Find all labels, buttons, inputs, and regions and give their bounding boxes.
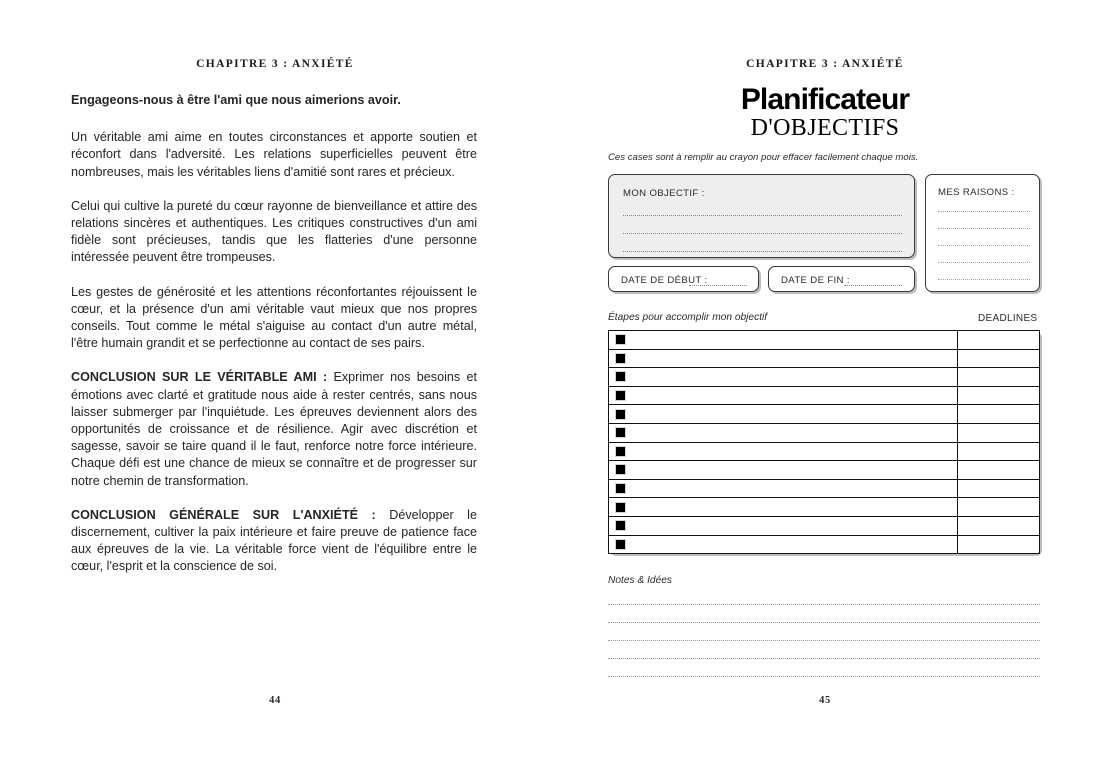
- step-cell[interactable]: [609, 479, 958, 498]
- table-row[interactable]: [609, 386, 1040, 405]
- running-head-left: CHAPITRE 3 : ANXIÉTÉ: [196, 58, 354, 70]
- start-date-box[interactable]: [608, 266, 759, 292]
- table-row[interactable]: [609, 405, 1040, 424]
- notes-line[interactable]: [608, 640, 1040, 641]
- deadline-cell[interactable]: [957, 516, 1039, 535]
- steps-table-caption: Étapes pour accomplir mon objectif: [608, 312, 768, 323]
- body-paragraph-3: Les gestes de générosité et les attentions réconfortantes réjouissent le cœur, et la présence d'un ami véritable vaut mieux que nos propres conseils. Tout comme le métal s'aiguise au contact d'un autre métal, l'être humain grandit et se perfectionne au contact de ses pairs.: [71, 284, 477, 351]
- deadline-cell[interactable]: [957, 423, 1039, 442]
- objective-rule-2: [623, 233, 902, 234]
- start-date-rule: [689, 285, 747, 286]
- step-cell[interactable]: [609, 368, 958, 387]
- conclusion-veritable-ami: [71, 369, 477, 489]
- deadline-cell[interactable]: [957, 405, 1039, 424]
- end-date-box[interactable]: [768, 266, 915, 292]
- end-date-rule: [844, 285, 902, 286]
- deadline-cell[interactable]: [957, 386, 1039, 405]
- checkbox-icon[interactable]: [615, 502, 626, 513]
- table-row[interactable]: [609, 479, 1040, 498]
- pencil-hint-note: Ces cases sont à remplir au crayon pour effacer facilement chaque mois.: [608, 152, 919, 163]
- checkbox-icon[interactable]: [615, 334, 626, 345]
- lead-paragraph: Engageons-nous à être l'ami que nous aimerions avoir.: [71, 93, 401, 107]
- checkbox-icon[interactable]: [615, 520, 626, 531]
- body-paragraph-1: Un véritable ami aime en toutes circonstances et apporte soutien et réconfort dans l'adversité. Les relations superficielles peuvent être nombreuses, mais les véritables liens d'amitié sont rares et précieux.: [71, 130, 477, 179]
- steps-table-deadline-header: DEADLINES: [978, 313, 1038, 324]
- running-head-right: CHAPITRE 3 : ANXIÉTÉ: [746, 58, 904, 70]
- reasons-rule-4: [938, 262, 1030, 263]
- checkbox-icon[interactable]: [615, 371, 626, 382]
- step-cell[interactable]: [609, 405, 958, 424]
- left-page-body: [71, 92, 477, 593]
- step-cell[interactable]: [609, 331, 958, 350]
- deadline-cell[interactable]: [957, 479, 1039, 498]
- steps-table-body: [609, 331, 1040, 554]
- table-row[interactable]: [609, 423, 1040, 442]
- end-date-label: DATE DE FIN :: [781, 275, 850, 286]
- checkbox-icon[interactable]: [615, 483, 626, 494]
- checkbox-icon[interactable]: [615, 409, 626, 420]
- table-row[interactable]: [609, 368, 1040, 387]
- body-paragraph-2: Celui qui cultive la pureté du cœur rayonne de bienveillance et attire des relations sincères et authentiques. Les critiques constructives d'un ami fidèle sont précieuses, tandis que les flatteries d'une personne intéressée peuvent être trompeuses.: [71, 198, 477, 265]
- objective-box-label: MON OBJECTIF :: [623, 188, 705, 199]
- notes-line[interactable]: [608, 622, 1040, 623]
- table-row[interactable]: [609, 331, 1040, 350]
- table-row[interactable]: [609, 349, 1040, 368]
- checkbox-icon[interactable]: [615, 353, 626, 364]
- table-row[interactable]: [609, 461, 1040, 480]
- checkbox-icon[interactable]: [615, 390, 626, 401]
- step-cell[interactable]: [609, 516, 958, 535]
- conclusion-generale-anxiete: [71, 507, 477, 576]
- step-cell[interactable]: [609, 498, 958, 517]
- conclusion-generale-anxiete-text: Développer le discernement, cultiver la paix intérieure et faire preuve de patience face aux épreuves de la vie. La véritable force vient de l'équilibre entre le cœur, l'esprit et la conscience de soi.: [71, 507, 477, 574]
- step-cell[interactable]: [609, 349, 958, 368]
- conclusion-veritable-ami-runin: CONCLUSION SUR LE VÉRITABLE AMI :: [71, 370, 328, 385]
- planner-logo-main: Planificateur: [740, 83, 910, 116]
- deadline-cell[interactable]: [957, 349, 1039, 368]
- table-row[interactable]: [609, 442, 1040, 461]
- conclusion-generale-anxiete-runin: CONCLUSION GÉNÉRALE SUR L'ANXIÉTÉ :: [71, 507, 376, 522]
- checkbox-icon[interactable]: [615, 427, 626, 438]
- step-cell[interactable]: [609, 535, 958, 554]
- deadline-cell[interactable]: [957, 331, 1039, 350]
- deadline-cell[interactable]: [957, 461, 1039, 480]
- page-number-right: 45: [819, 695, 831, 706]
- checkbox-icon[interactable]: [615, 464, 626, 475]
- table-row[interactable]: [609, 498, 1040, 517]
- objective-rule-1: [623, 215, 902, 216]
- step-cell[interactable]: [609, 442, 958, 461]
- deadline-cell[interactable]: [957, 498, 1039, 517]
- reasons-rule-3: [938, 245, 1030, 246]
- deadline-cell[interactable]: [957, 442, 1039, 461]
- steps-table[interactable]: [608, 330, 1040, 554]
- planner-logo-sub: D'OBJECTIFS: [750, 115, 900, 141]
- notes-title: Notes & Idées: [608, 575, 672, 586]
- checkbox-icon[interactable]: [615, 446, 626, 457]
- notes-line[interactable]: [608, 604, 1040, 605]
- step-cell[interactable]: [609, 423, 958, 442]
- step-cell[interactable]: [609, 386, 958, 405]
- notes-line[interactable]: [608, 676, 1040, 677]
- deadline-cell[interactable]: [957, 368, 1039, 387]
- deadline-cell[interactable]: [957, 535, 1039, 554]
- notes-line[interactable]: [608, 658, 1040, 659]
- notes-lines[interactable]: [608, 604, 1040, 694]
- reasons-rule-2: [938, 228, 1030, 229]
- reasons-rule-5: [938, 279, 1030, 280]
- objective-rule-3: [623, 251, 902, 252]
- checkbox-icon[interactable]: [615, 539, 626, 550]
- reasons-box-label: MES RAISONS :: [938, 187, 1015, 198]
- conclusion-veritable-ami-text: Exprimer nos besoins et émotions avec clarté et gratitude nous aide à rester centrés, sans nous laisser submerger par l'inquiétude. Les épreuves deviennent alors des opportunités de croissance et de résilience. Agir avec discrétion et sagesse, savoir se taire quand il le faut, renforce notre force intérieure. Chaque défi est une chance de mieux se connaître et de progresser sur notre chemin de transformation.: [71, 370, 477, 488]
- table-row[interactable]: [609, 516, 1040, 535]
- reasons-box[interactable]: [925, 174, 1040, 292]
- start-date-label: DATE DE DÉBUT :: [621, 275, 708, 286]
- step-cell[interactable]: [609, 461, 958, 480]
- objective-box[interactable]: [608, 174, 915, 258]
- reasons-rule-1: [938, 211, 1030, 212]
- planner-logo: [550, 84, 1100, 141]
- page-number-left: 44: [269, 695, 281, 706]
- table-row[interactable]: [609, 535, 1040, 554]
